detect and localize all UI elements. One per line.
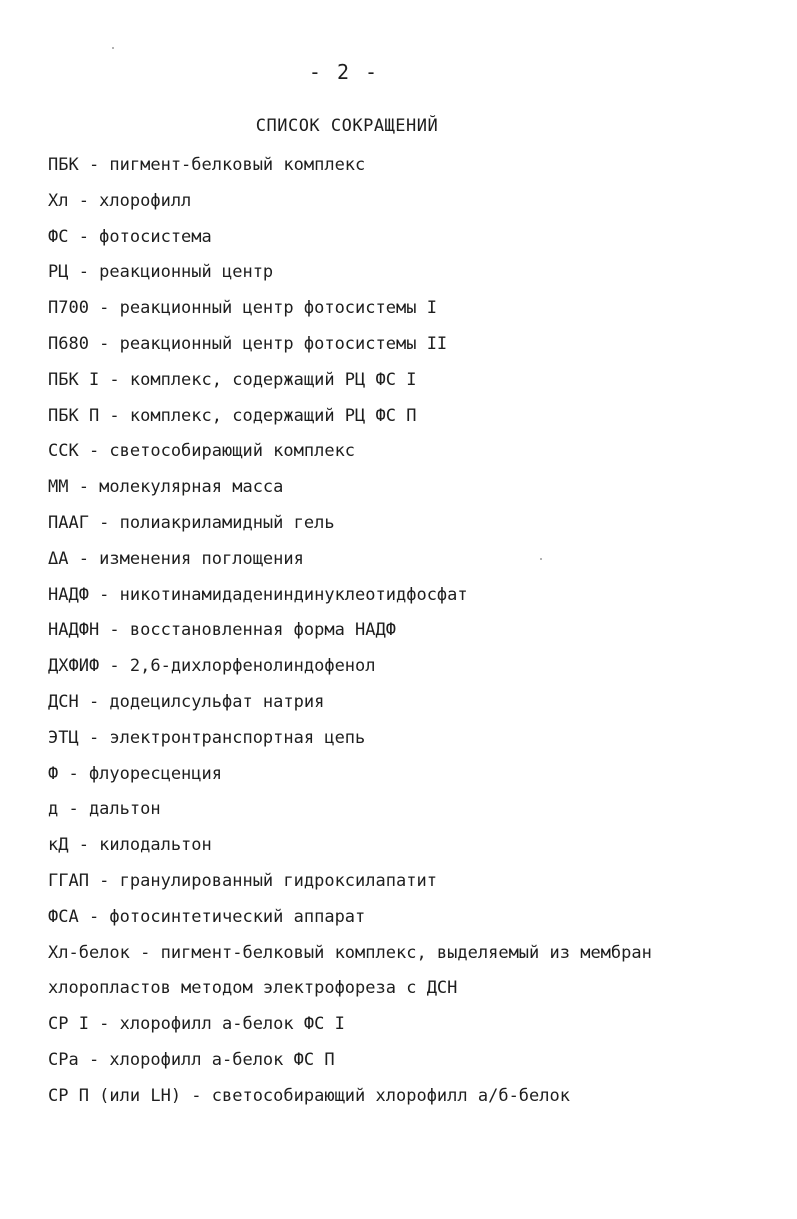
list-item: Хл-белок - пигмент-белковый комплекс, выделяемый из мембран: [48, 942, 652, 963]
list-item: ПБК - пигмент-белковый комплекс: [48, 155, 366, 175]
scan-speck: [540, 558, 542, 560]
list-item: РЦ - реакционный центр: [48, 262, 274, 283]
list-item: ММ - молекулярная масса: [48, 477, 284, 498]
list-item: ПААГ - полиакриламидный гель: [48, 512, 335, 533]
scan-speck: [112, 47, 114, 49]
list-item: П700 - реакционный центр фотосистемы I: [48, 298, 437, 319]
list-item: ПБК П - комплекс, содержащий РЦ ФС П: [48, 405, 417, 426]
list-item: НАДФ - никотинамидадениндинуклеотидфосфат: [48, 584, 468, 605]
page-number: - 2 -: [308, 60, 380, 84]
list-item: СР I - хлорофилл а-белок ФС I: [48, 1014, 345, 1035]
list-item: СРа - хлорофилл а-белок ФС П: [48, 1049, 335, 1070]
list-item: кД - килодальтон: [48, 835, 212, 856]
list-item: ФСА - фотосинтетический аппарат: [48, 906, 366, 927]
list-item: П680 - реакционный центр фотосистемы II: [48, 333, 448, 354]
list-item: Ф - флуоресценция: [48, 763, 222, 784]
list-item: ДХФИФ - 2,6-дихлорфенолиндофенол: [48, 656, 376, 677]
list-item: ДСН - додецилсульфат натрия: [48, 691, 325, 712]
page-title: СПИСОК СОКРАЩЕНИЙ: [255, 116, 439, 136]
list-item: НАДФН - восстановленная форма НАДФ: [48, 620, 396, 641]
list-item: ЭТЦ - электронтранспортная цепь: [48, 727, 366, 748]
list-item: ПБК I - комплекс, содержащий РЦ ФС I: [48, 369, 417, 390]
list-item: д - дальтон: [48, 799, 161, 820]
list-item: Хл - хлорофилл: [48, 190, 192, 211]
list-item: СР П (или LH) - светособирающий хлорофилл а/б-белок: [48, 1085, 570, 1106]
list-item: ССК - светособирающий комплекс: [48, 441, 356, 462]
list-item: хлоропластов методом электрофореза с ДСН: [48, 978, 458, 999]
list-item: ГГАП - гранулированный гидроксилапатит: [48, 870, 437, 891]
list-item: ФС - фотосистема: [48, 226, 212, 247]
abbreviation-list: [48, 151, 748, 1118]
list-item: ΔА - изменения поглощения: [48, 548, 304, 569]
